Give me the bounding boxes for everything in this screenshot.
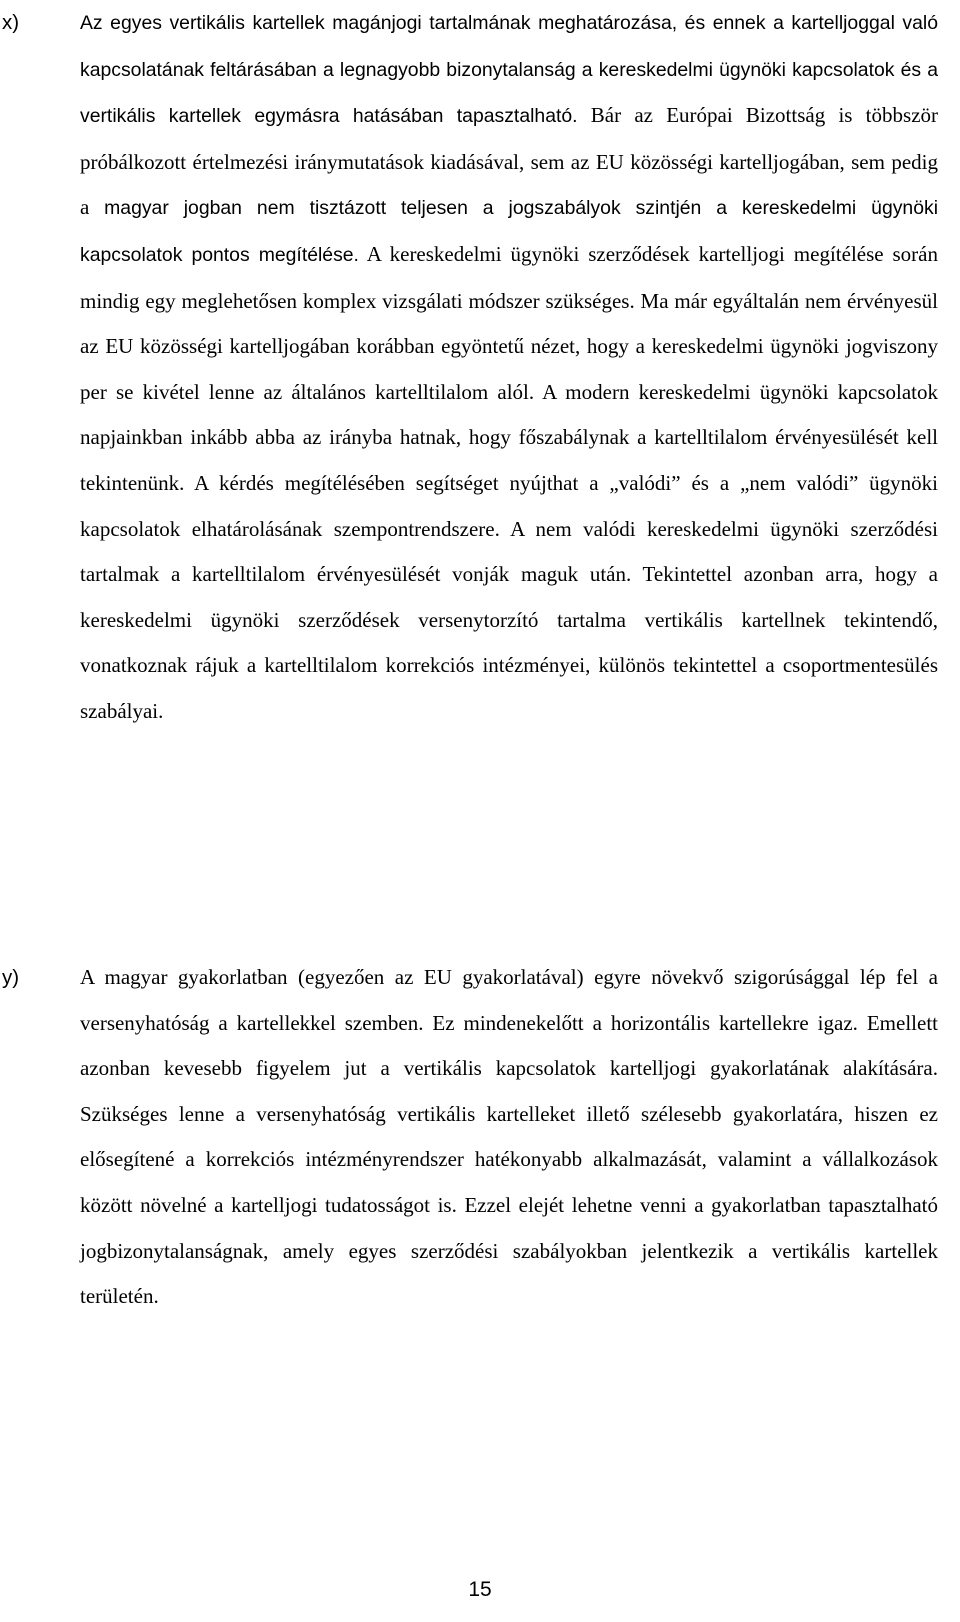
paragraph-x-rest: A kereskedelmi ügynöki szerződések kartelljogi megítélése során mindig egy meglehetősen komplex vizsgálati módszer szükséges. Ma már egyáltalán nem érvényesül az EU közösségi kartelljogában korábban egyöntetű nézet, hogy a kereskedelmi ügynöki jogviszony per se kivétel lenne az általános kartelltilalom alól. A modern kereskedelmi ügynöki kapcsolatok napjainkban inkább abba az irányba hatnak, hogy főszabálynak a kartelltilalom érvényesülését kell tekintenünk. A kérdés megítélésében segítséget nyújthat a „valódi” és a „nem valódi” ügynöki kapcsolatok elhatárolásának szempontrendszere. A nem valódi kereskedelmi ügynöki szerződési tartalmak a kartelltilalom érvényesülését vonják maguk után. Tekintettel azonban arra, hogy a kereskedelmi ügynöki szerződések versenytorzító tartalma vertikális kartellnek tekintendő, vonatkoznak rájuk a kartelltilalom korrekciós intézményei, különös tekintettel a csoportmentesülés szabályai. [80,241,938,723]
page-number: 15 [468,1578,492,1601]
paragraph-x [80,0,938,735]
list-marker: y) [2,966,20,989]
paragraph-x-lead: Az egyes vertikális kartellek magánjogi tartalmának meghatározása, és ennek a kartelljoggal való kapcsolatának feltárásában a legnagyobb bizonytalanság a kereskedelmi ügynöki kapcsolatok és a vertikális kartellek egymásra hatásában tapasztalható. [80,12,938,128]
list-marker: x) [2,11,20,34]
paragraph-x-plain: magyar jogban nem tisztázott teljesen a jogszabályok szintjén a kereskedelmi ügynöki kapcsolatok pontos megítélése. [80,197,939,266]
paragraph-y: A magyar gyakorlatban (egyezően az EU gyakorlatával) egyre növekvő szigorúsággal lép fel a versenyhatóság a kartellekkel szemben. Ez mindenekelőtt a horizontális kartellekre igaz. Emellett azonban kevesebb figyelem jut a vertikális kapcsolatok kartelljogi gyakorlatának alakítására. Szükséges lenne a versenyhatóság vertikális kartelleket illető szélesebb gyakorlatára, hiszen ez elősegítené a korrekciós intézményrendszer hatékonyabb alkalmazását, valamint a vállalkozások között növelné a kartelljogi tudatosságot is. Ezzel elejét lehetne venni a gyakorlatban tapasztalható jogbizonytalanságnak, amely egyes szerződési szabályokban jelentkezik a vertikális kartellek területén. [80,965,938,1309]
paragraph-x-mid: Bár az Európai Bizottság is többször próbálkozott értelmezési iránymutatások kiadásával, sem az EU közösségi kartelljogában, sem pedig a [80,103,939,220]
